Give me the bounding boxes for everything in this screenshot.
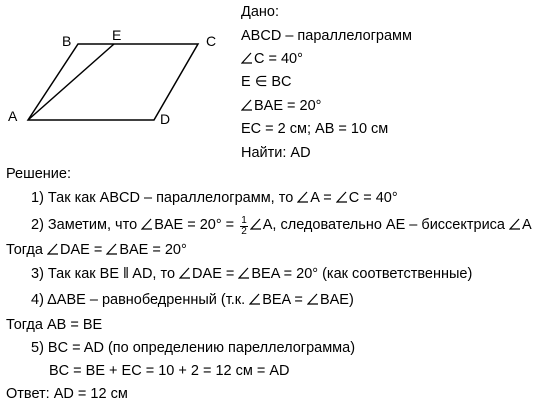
then1-angle-dae: DAE = (59, 242, 107, 258)
angle-icon (241, 99, 253, 111)
label-a: A (8, 108, 18, 124)
label-c: C (206, 33, 217, 49)
label-e: E (112, 27, 122, 43)
step4-text: 4) ΔABE – равнобедренный (т.к. (31, 292, 250, 308)
step1-text: 1) Так как ABCD – параллелограмм, то (31, 190, 298, 206)
given-item-6: Найти: AD (241, 145, 311, 161)
fraction-numerator: 1 (241, 215, 247, 226)
solution-step-5: 5) BC = AD (по определению пареллелограмма) (31, 340, 356, 356)
angle-icon (106, 243, 118, 255)
angle-icon (307, 293, 319, 305)
step3-angle-bea: BEA = 20° (как соответственные) (251, 266, 473, 282)
given-item-2 (241, 51, 303, 68)
then1-text: Тогда (6, 242, 47, 258)
step1-angle-a: A = (310, 190, 336, 206)
fraction-denominator: 2 (241, 226, 247, 237)
given-title: Дано: (241, 4, 279, 20)
then1-angle-bae: BAE = 20° (119, 242, 187, 258)
angle-icon (336, 191, 348, 203)
step3-text: 3) Так как BE (31, 266, 124, 282)
angle-icon (179, 267, 191, 279)
angle-icon (249, 293, 261, 305)
step2-end-text: A (522, 217, 532, 233)
step2-middle-text: A, следовательно AE – биссектриса (262, 217, 510, 233)
solution-step-5b: BC = BE + EC = 10 + 2 = 12 см = AD (49, 363, 290, 379)
given-angle-bae: BAE = 20° (254, 98, 322, 114)
angle-icon (297, 191, 309, 203)
parallelogram-abcd (28, 44, 198, 120)
step1-angle-c: C = 40° (348, 190, 398, 206)
angle-icon (250, 218, 262, 230)
parallel-icon: ‖ (123, 266, 130, 282)
label-b: B (62, 33, 72, 49)
angle-icon (241, 52, 253, 64)
given-item-5: EC = 2 см; AB = 10 см (241, 121, 389, 137)
solution-step-2 (31, 216, 532, 237)
label-d: D (160, 111, 171, 127)
solution-title: Решение: (6, 166, 71, 182)
step2-angle-bae: BAE = 20° = (154, 217, 239, 233)
fraction-one-half (240, 216, 248, 237)
given-angle-c: C = 40° (254, 51, 303, 67)
angle-icon (47, 243, 59, 255)
solution-step-3 (31, 266, 472, 283)
angle-icon (509, 218, 521, 230)
parallelogram-figure (0, 0, 240, 135)
step3-ad-text: AD, то (129, 266, 180, 282)
angle-icon (238, 267, 250, 279)
given-item-4 (241, 98, 321, 115)
step4-angle-bea: BEA = (262, 292, 307, 308)
step2-text: 2) Заметим, что (31, 217, 142, 233)
step3-angle-dae: DAE = (192, 266, 239, 282)
answer-line: Ответ: AD = 12 см (6, 386, 128, 402)
solution-then-2: Тогда AB = BE (6, 317, 103, 333)
solution-step-1 (31, 190, 398, 207)
given-item-1: ABCD – параллелограмм (241, 28, 412, 44)
angle-icon (141, 218, 153, 230)
given-item-3: E ∈ BC (241, 74, 292, 90)
solution-then-1 (6, 242, 187, 259)
solution-step-4 (31, 292, 354, 309)
step4-angle-bae: BAE) (319, 292, 354, 308)
